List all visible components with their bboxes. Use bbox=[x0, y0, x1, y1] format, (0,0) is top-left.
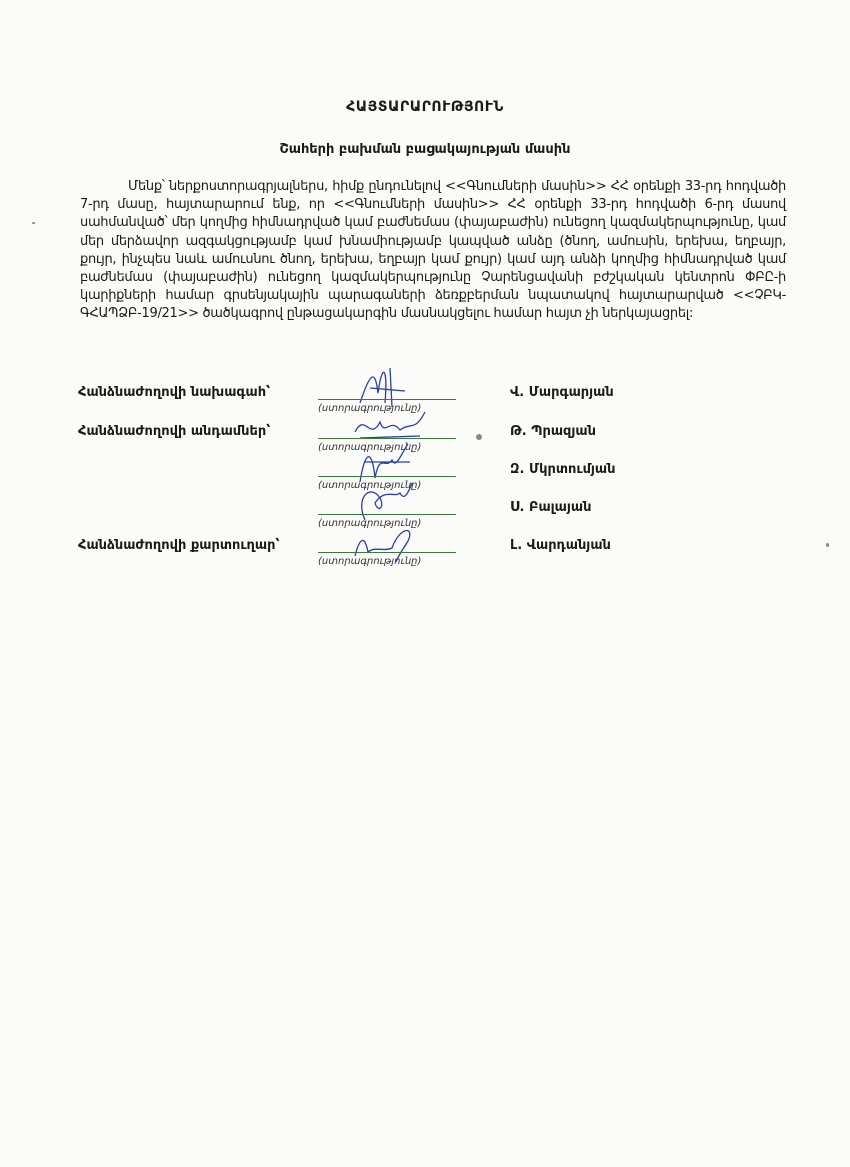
signature-caption: (ստորագրությունը) bbox=[318, 518, 422, 529]
signature-caption: (ստորագրությունը) bbox=[318, 480, 422, 491]
signature-line bbox=[318, 514, 456, 515]
role-label: Հանձնաժողովի նախագահ՝ bbox=[78, 385, 271, 400]
signer-name: Լ. Վարդանյան bbox=[510, 538, 611, 553]
signature-caption: (ստորագրությունը) bbox=[318, 442, 422, 453]
scan-speck bbox=[32, 222, 35, 224]
signature-caption: (ստորագրությունը) bbox=[318, 403, 422, 414]
signature-line bbox=[318, 399, 456, 400]
signature-line bbox=[318, 476, 456, 477]
signer-name: Վ. Մարգարյան bbox=[510, 385, 614, 400]
signature-line bbox=[318, 552, 456, 553]
scan-speck bbox=[826, 543, 829, 547]
role-label: Հանձնաժողովի քարտուղար՝ bbox=[78, 538, 280, 553]
document-title: ՀԱՅՏԱՐԱՐՈՒԹՅՈՒՆ bbox=[346, 99, 504, 115]
signature-caption: (ստորագրությունը) bbox=[318, 556, 422, 567]
signer-name: Թ. Պրազյան bbox=[510, 424, 596, 439]
document-subtitle: Շահերի բախման բացակայության մասին bbox=[279, 142, 571, 157]
scan-speck bbox=[476, 434, 482, 440]
signature-row-secretary bbox=[0, 538, 850, 567]
signature-line bbox=[318, 438, 456, 439]
role-label: Հանձնաժողովի անդամներ՝ bbox=[78, 424, 271, 439]
signer-name: Զ. Մկրտումյան bbox=[510, 462, 616, 477]
signer-name: Ս. Բալայան bbox=[510, 500, 592, 515]
document-body: Մենք՝ ներքոստորագրյալներս, հիմք ընդունելով <<Գնումների մասին>> ՀՀ օրենքի 33-րդ հոդվածի 7-րդ մասը, հայտարարում ենք, որ <<Գնումների մասին>> ՀՀ օրենքի 33-րդ հոդվածի 6-րդ մասով սահմանված՝ մեր կողմից հիմնադրված կամ բաժնեմաս (փայաբաժին) ունեցող կազմակերպությունը, կամ մեր մերձավոր ազգակցությամբ կամ խնամիությամբ կապված անձը (ծնող, ամուսին, երեխա, եղբայր, քույր, ինչպես նաև ամուսնու ծնող, երեխա, եղբայր կամ քույր) կամ այդ անձի կողմից հիմնադրված կամ բաժնեմաս (փայաբաժին) ունեցող կազմակերպությունը Չարենցավանի բժշկական կենտրոն ՓԲԸ-ի կարիքների համար գրսենյակային պարագաների ձեռքբերման նպատակով հայտարարված <<ՉԲԿ-ԳՀԱՊՁԲ-19/21>> ծածկագրով ընթացակարգին մասնակցելու համար հայտ չի ներկայացրել: bbox=[80, 179, 786, 322]
